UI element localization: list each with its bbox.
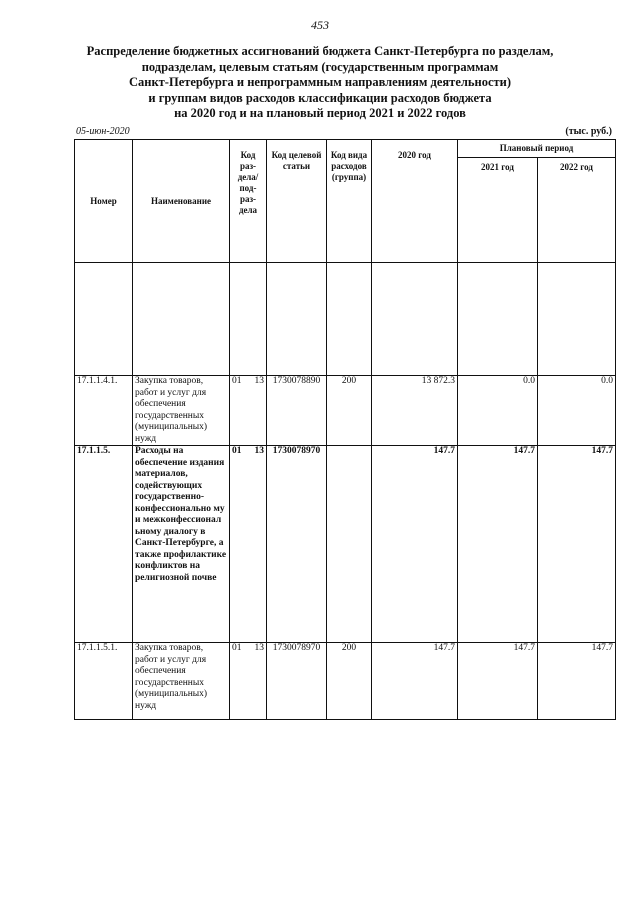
row-amount-2021: 147.7: [458, 643, 538, 720]
section-code: 01: [232, 643, 242, 653]
title-line: подразделам, целевым статьям (государственным программам: [141, 59, 499, 74]
title-line: на 2020 год и на плановый период 2021 и 2022 годов: [174, 106, 466, 120]
table-row: [75, 376, 616, 446]
title-line: Распределение бюджетных ассигнований бюджета Санкт-Петербурга по разделам,: [86, 44, 554, 58]
row-section-code: [230, 446, 267, 643]
subsection-code: 13: [254, 376, 264, 386]
row-amount-2021: 147.7: [458, 446, 538, 643]
row-expense-type: [327, 446, 372, 643]
row-amount-2022: 147.7: [538, 446, 616, 643]
row-amount-2020: 13 872.3: [372, 376, 458, 446]
header-2021: 2021 год: [458, 158, 538, 263]
header-2022: 2022 год: [538, 158, 616, 263]
header-name: Наименование: [133, 140, 230, 263]
header-expense-type: Код вида расходов (группа): [327, 140, 372, 263]
table-row: [75, 643, 616, 720]
document-date: 05-июн-2020: [76, 126, 130, 137]
row-amount-2020: 147.7: [372, 446, 458, 643]
row-number: 17.1.1.5.: [75, 446, 133, 643]
header-number: Номер: [75, 140, 133, 263]
subsection-code: 13: [254, 446, 264, 456]
row-number: 17.1.1.4.1.: [75, 376, 133, 446]
title-line: и группам видов расходов классификации расходов бюджета: [148, 90, 492, 105]
empty-row: [75, 263, 616, 376]
row-amount-2022: 147.7: [538, 643, 616, 720]
section-code: 01: [232, 446, 242, 456]
units-label: (тыс. руб.): [565, 126, 612, 137]
budget-table: [74, 139, 616, 720]
page-number: 453: [311, 18, 329, 32]
header-planned-period: Плановый период: [458, 140, 616, 158]
subsection-code: 13: [254, 643, 264, 653]
row-target-code: 1730078970: [267, 643, 327, 720]
row-target-code: 1730078970: [267, 446, 327, 643]
row-target-code: 1730078890: [267, 376, 327, 446]
section-code: 01: [232, 376, 242, 386]
header-section-code: Код раз-дела/ под-раз-дела: [230, 140, 267, 263]
row-name: Закупка товаров, работ и услуг для обеспечения государственных (муниципальных) нужд: [133, 376, 230, 446]
row-section-code: [230, 376, 267, 446]
row-amount-2021: 0.0: [458, 376, 538, 446]
row-amount-2022: 0.0: [538, 376, 616, 446]
document-title: [40, 44, 600, 122]
row-number: 17.1.1.5.1.: [75, 643, 133, 720]
row-amount-2020: 147.7: [372, 643, 458, 720]
header-2020: 2020 год: [372, 140, 458, 263]
table-row: [75, 446, 616, 643]
row-name: Закупка товаров, работ и услуг для обеспечения государственных (муниципальных) нужд: [133, 643, 230, 720]
title-line: Санкт-Петербурга и непрограммным направлениям деятельности): [128, 75, 511, 89]
row-expense-type: 200: [327, 376, 372, 446]
row-expense-type: 200: [327, 643, 372, 720]
header-target-code: Код целевой статьи: [267, 140, 327, 263]
row-name: Расходы на обеспечение издания материалов, содействующих государственно-конфессионально му и межконфессионал ьному диалогу в Санкт-Петербурге, а также профилактике конфликтов на религиозной почве: [133, 446, 230, 643]
row-section-code: [230, 643, 267, 720]
